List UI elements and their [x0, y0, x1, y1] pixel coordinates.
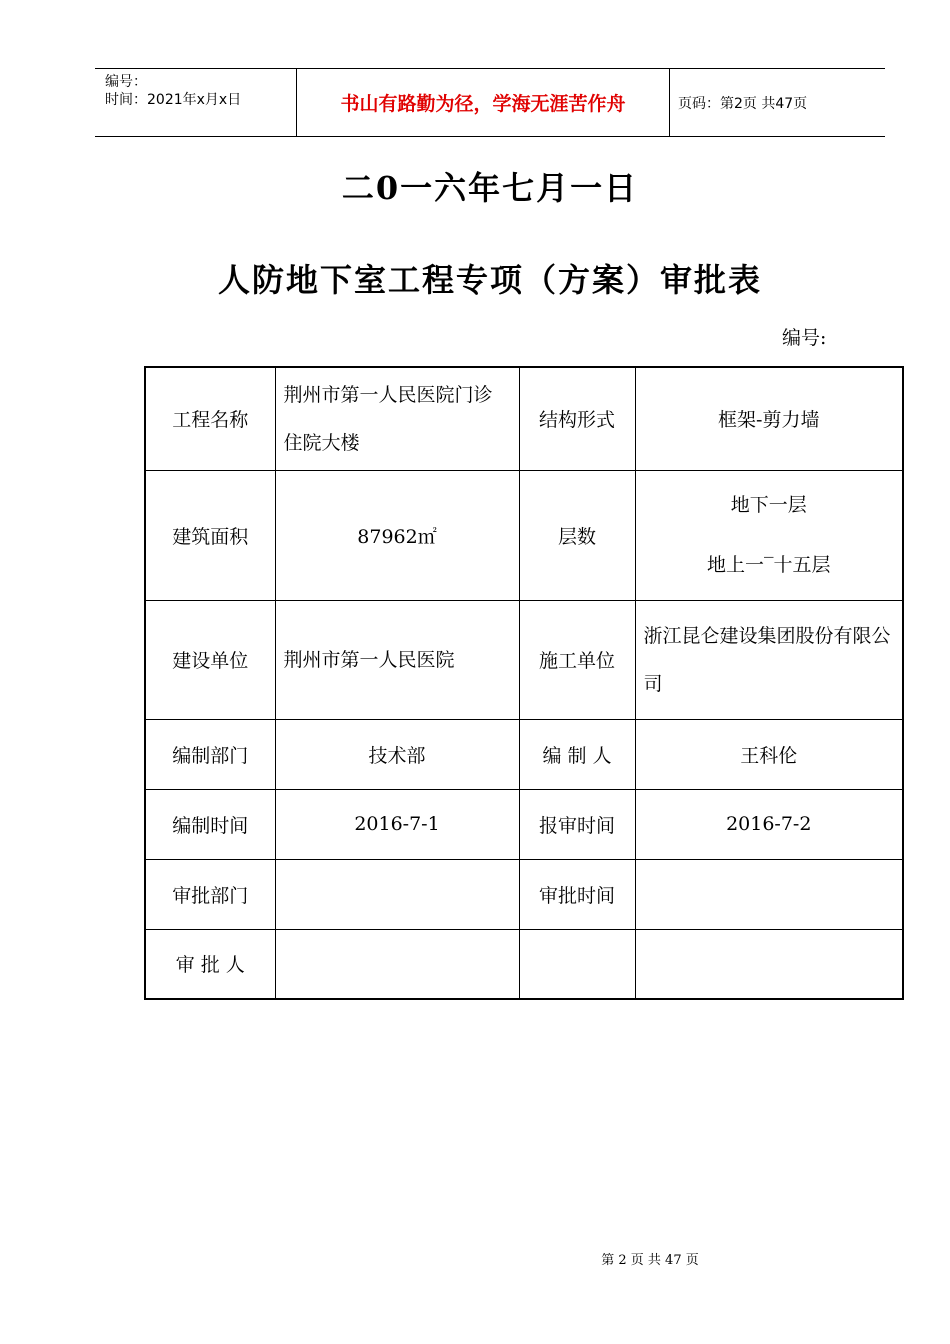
label-area: 建筑面积 — [145, 470, 275, 600]
value-approve-dept — [275, 859, 519, 929]
label-compile-date: 编制时间 — [145, 789, 275, 859]
value-owner: 荆州市第一人民医院 — [275, 600, 519, 719]
page-footer: 第 2 页 共 47 页 — [601, 1253, 699, 1268]
label-approve-dept: 审批部门 — [145, 859, 275, 929]
value-author: 王科伦 — [635, 719, 903, 789]
label-submit-date: 报审时间 — [519, 789, 635, 859]
header-left — [105, 73, 241, 109]
label-author: 编 制 人 — [519, 719, 635, 789]
value-floors — [635, 470, 903, 600]
label-dept: 编制部门 — [145, 719, 275, 789]
value-compile-date: 2016-7-1 — [275, 789, 519, 859]
document-title: 人防地下室工程专项（方案）审批表 — [217, 261, 762, 299]
value-submit-date: 2016-7-2 — [635, 789, 903, 859]
label-contractor: 施工单位 — [519, 600, 635, 719]
label-approve-date: 审批时间 — [519, 859, 635, 929]
value-structure: 框架-剪力墙 — [635, 367, 903, 470]
page-header — [95, 68, 885, 137]
value-dept: 技术部 — [275, 719, 519, 789]
value-approver — [275, 929, 519, 999]
blank-cell — [635, 929, 903, 999]
approval-table — [144, 366, 904, 1000]
label-owner: 建设单位 — [145, 600, 275, 719]
table-row — [145, 367, 903, 470]
header-page-info: 页码：第2页 共47页 — [678, 95, 808, 112]
table-row — [145, 789, 903, 859]
label-floors: 层数 — [519, 470, 635, 600]
value-project-name: 荆州市第一人民医院门诊住院大楼 — [275, 367, 519, 470]
table-row — [145, 600, 903, 719]
date-title: 二0一六年七月一日 — [341, 169, 639, 207]
table-row — [145, 719, 903, 789]
header-code-label: 编号： — [105, 74, 147, 90]
label-structure: 结构形式 — [519, 367, 635, 470]
value-floors-above: 地上一‾十五层 — [706, 554, 831, 576]
value-approve-date — [635, 859, 903, 929]
table-row — [145, 929, 903, 999]
value-floors-below: 地下一层 — [730, 494, 807, 516]
table-row — [145, 859, 903, 929]
label-approver: 审 批 人 — [145, 929, 275, 999]
blank-cell — [519, 929, 635, 999]
table-row — [145, 470, 903, 600]
code-label: 编号: — [782, 327, 827, 349]
value-contractor: 浙江昆仑建设集团股份有限公司 — [635, 600, 903, 719]
header-time: 时间：2021年x月x日 — [105, 92, 242, 108]
label-project-name: 工程名称 — [145, 367, 275, 470]
value-area: 87962㎡ — [275, 470, 519, 600]
header-motto: 书山有路勤为径，学海无涯苦作舟 — [296, 69, 670, 136]
